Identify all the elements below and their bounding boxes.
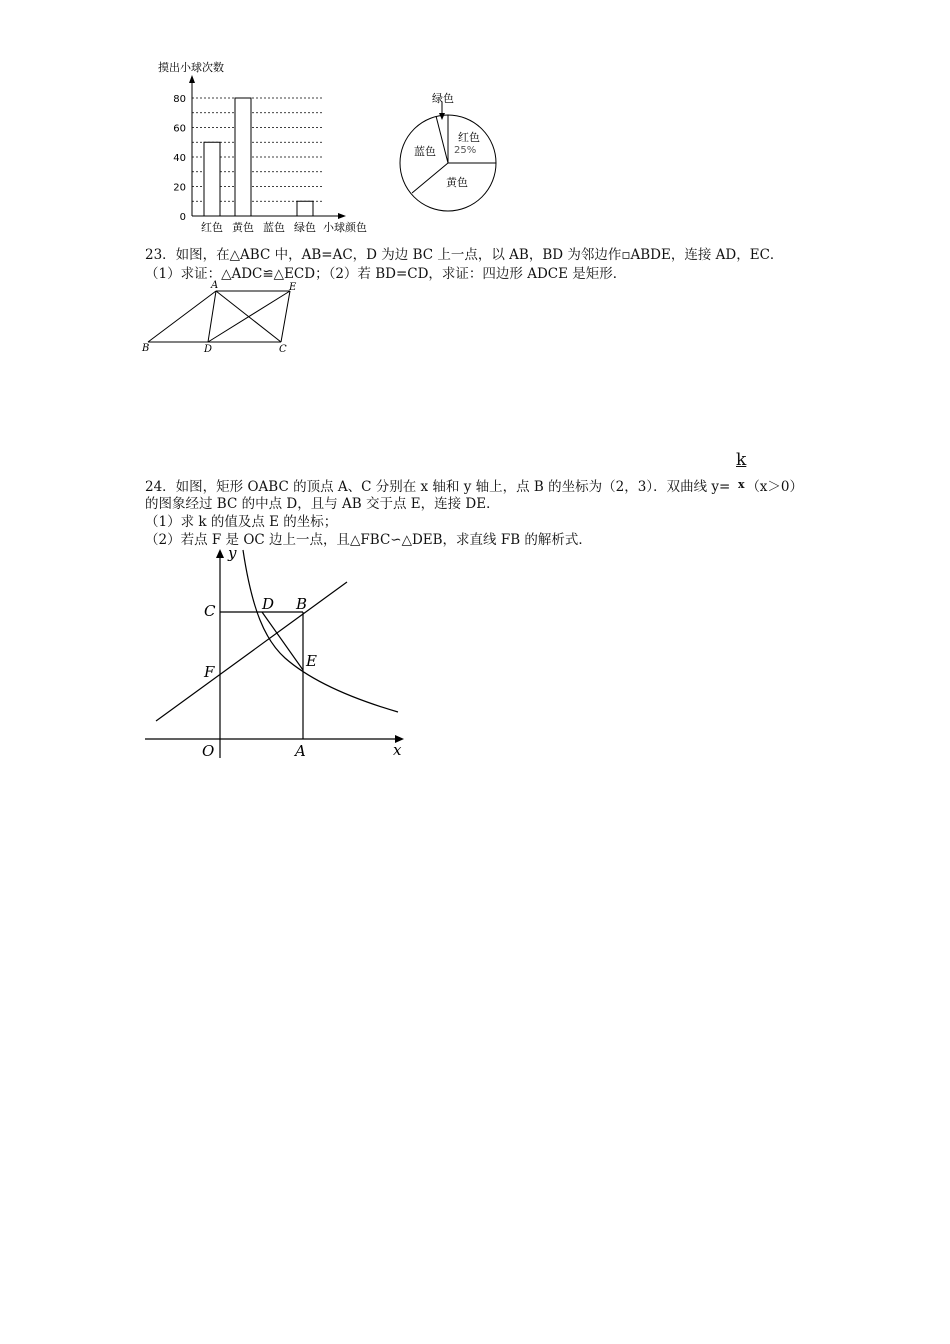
bar-y-tick-label: 0 — [179, 212, 186, 223]
q24-part-2: （2）若点 F 是 OC 边上一点，且△FBC∽△DEB，求直线 FB 的解析式． — [145, 532, 592, 548]
y-axis-arrow — [216, 549, 224, 558]
bar-chart-ylabel: 摸出小球次数 — [158, 61, 224, 74]
point-label-B: B — [296, 595, 308, 613]
q24-part-1: （1）求 k 的值及点 E 的坐标； — [145, 514, 338, 530]
bar-y-tick-label: 20 — [173, 182, 186, 194]
segment-AB — [148, 291, 216, 342]
bar-3 — [297, 201, 313, 216]
pie-chart — [392, 88, 507, 216]
q24-figure — [140, 540, 410, 765]
segment-DE — [262, 612, 303, 670]
segment-AD — [208, 291, 216, 342]
bar-0 — [204, 142, 220, 216]
q24-fraction-denominator: x — [738, 478, 745, 491]
pie-label-green: 绿色 — [432, 92, 454, 105]
segment-ED — [208, 291, 290, 342]
bar-category-label: 红色 — [201, 221, 223, 234]
pie-label-red: 红色 — [458, 131, 480, 144]
q23-subquestions: （1）求证：△ADC≌△ECD；（2）若 BD=CD，求证：四边形 ADCE 是矩形． — [145, 266, 627, 282]
point-label-A: A — [295, 742, 306, 760]
bar-y-arrow — [189, 75, 195, 83]
point-label-C: C — [204, 602, 216, 620]
bar-y-tick-label: 60 — [173, 123, 186, 135]
q24-statement — [145, 479, 803, 495]
q24-statement-text: 24．如图，矩形 OABC 的顶点 A、C 分别在 x 轴和 y 轴上，点 B 的坐标为（2，3）．双曲线 y= — [145, 479, 731, 495]
q23-statement: 23．如图，在△ABC 中，AB=AC，D 为边 BC 上一点，以 AB，BD 为邻边作▫ABDE，连接 AD，EC． — [145, 247, 784, 263]
bar-x-arrow — [338, 213, 346, 219]
point-label-E: E — [306, 652, 317, 670]
point-label-D: D — [262, 595, 275, 613]
bar-y-tick-label: 80 — [173, 94, 186, 105]
bar-category-label: 蓝色 — [263, 221, 285, 234]
q23-figure — [138, 280, 308, 355]
bar-category-label: 绿色 — [294, 221, 316, 234]
bar-y-tick-label: 40 — [173, 153, 186, 164]
point-label-F: F — [204, 663, 215, 681]
axis-label-y: y — [228, 544, 237, 562]
point-label-D: D — [204, 344, 213, 355]
bar-chart-xlabel: 小球颜色 — [323, 221, 367, 234]
point-label-C: C — [279, 344, 287, 355]
q24-statement-condition: （x＞0） — [746, 479, 804, 495]
point-label-E: E — [289, 282, 297, 293]
axis-label-x: x — [393, 741, 402, 759]
point-label-A: A — [211, 280, 219, 291]
point-label-O: O — [202, 742, 215, 760]
q24-fraction-numerator: k — [736, 450, 747, 470]
segment-EC — [281, 291, 290, 342]
pie-label-yellow: 黄色 — [446, 176, 468, 189]
pie-label-blue: 蓝色 — [414, 145, 436, 158]
pie-label-percent: 25% — [454, 145, 477, 156]
bar-category-label: 黄色 — [232, 221, 254, 234]
hyperbola-curve — [243, 550, 398, 712]
line-FB — [156, 582, 347, 721]
point-label-B: B — [142, 343, 150, 354]
q24-statement-2: 的图象经过 BC 的中点 D，且与 AB 交于点 E，连接 DE． — [145, 496, 500, 512]
bar-chart — [150, 55, 380, 240]
bar-1 — [235, 98, 251, 216]
